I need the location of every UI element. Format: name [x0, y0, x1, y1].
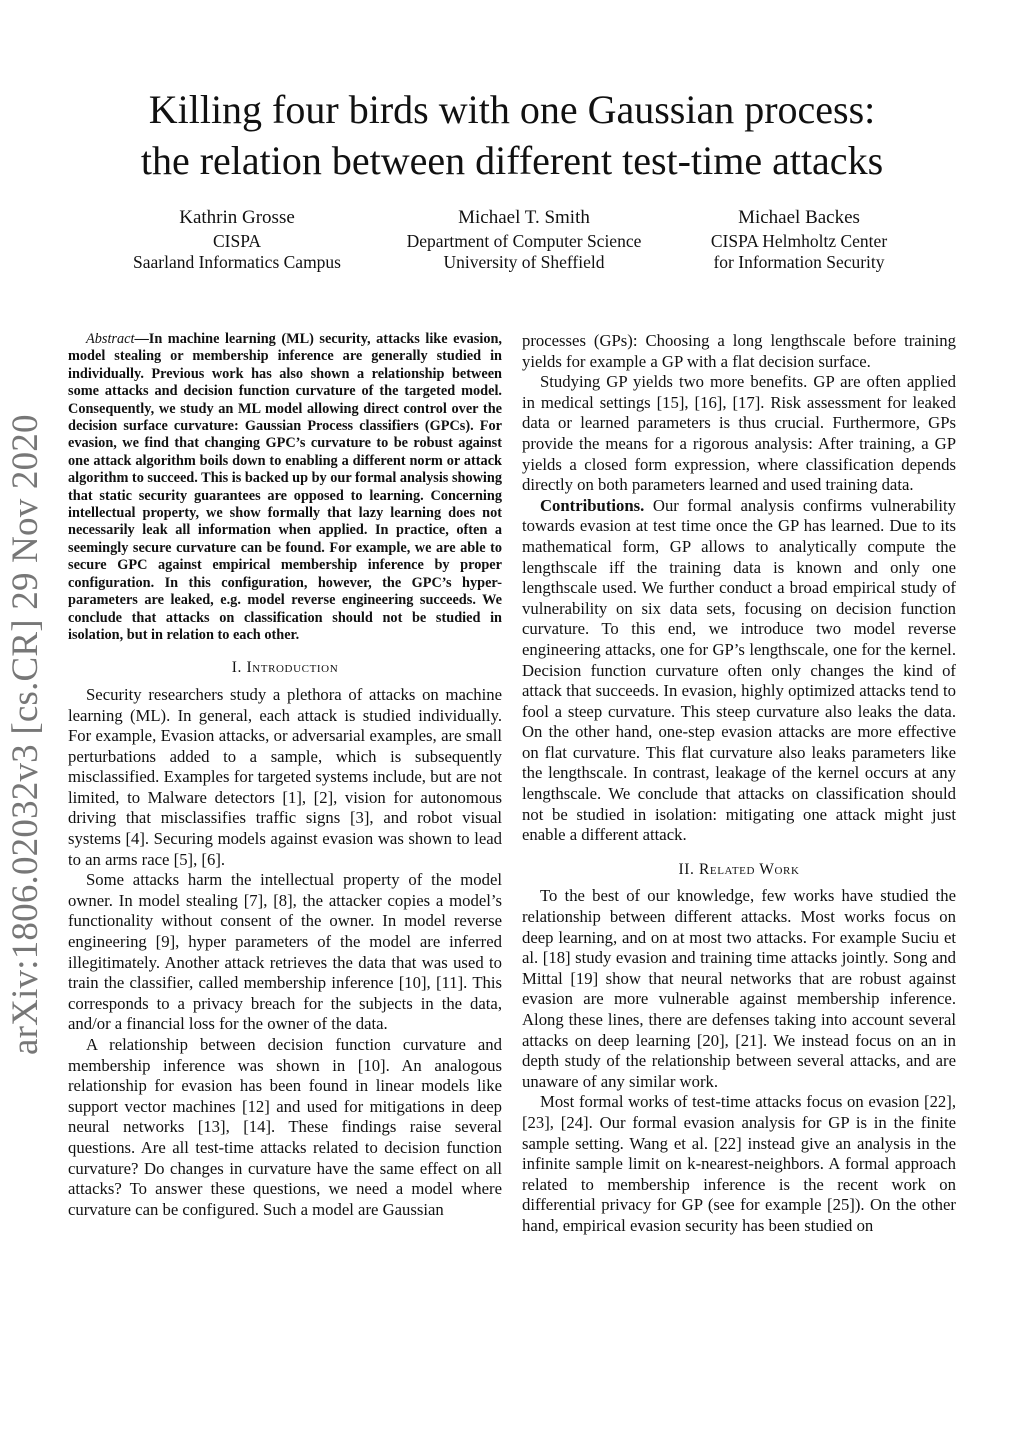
paper-title — [0, 84, 1024, 186]
paragraph: Security researchers study a plethora of attacks on machine learning (ML). In general, each attack is studied individually. For example, Evasion attacks, or adversarial examples, are small perturbations added to a sample, which is subsequently misclassified. Examples for targeted systems include, but are not limited, to Malware detectors [1], [2], vision for autonomous driving that misclassifies traffic signs [3], and robot visual systems [4]. Securing models against evasion was shown to lead to an arms race [5], [6]. — [68, 684, 502, 869]
author-1 — [112, 205, 362, 273]
contributions-paragraph — [522, 496, 956, 846]
left-column — [68, 331, 502, 1220]
author-affiliation: for Information Security — [713, 252, 885, 272]
paragraph: Some attacks harm the intellectual property of the model owner. In model stealing [7], [8], the attacker copies a model’s functionality without consent of the owner. In model reverse engineering [9], hyper parameters of the model are inferred illegitimately. Another attack retrieves the data that was used to train the classifier, called membership inference [10], [11]. This corresponds to a privacy breach for the subjects in the data, and/or a financial loss for the owner of the data. — [68, 870, 502, 1034]
abstract — [68, 331, 502, 644]
contributions-label: Contributions. — [540, 495, 645, 515]
author-affiliation: Saarland Informatics Campus — [132, 252, 341, 272]
author-affiliation: Department of Computer Science — [406, 231, 642, 251]
right-column — [522, 331, 956, 1237]
paragraph: A relationship between decision function curvature and membership inference was shown in [10]. An analogous relationship for evasion has been found in linear models like support vector machines [12] and used for mitigations in deep neural networks [13], [14]. These findings raise several questions. Are all test-time attacks related to decision function curvature? Do changes in curvature have the same effect on all attacks? To answer these questions, we need a model where curvature can be configured. Such a model are Gaussian — [68, 1035, 502, 1219]
title-line-2: the relation between different test-time attacks — [140, 138, 884, 183]
section-heading-introduction: I. Introduction — [231, 659, 339, 677]
paragraph: Most formal works of test-time attacks focus on evasion [22], [23], [24]. Our formal evasion analysis for GP is in the finite sample setting. Wang et al. [22] instead give an analysis in the infinite sample limit on k-nearest-neighbors. A formal approach related to membership inference is the recent work on differential privacy for GP (see for example [25]). On the other hand, empirical evasion security has been studied on — [522, 1092, 956, 1235]
author-block — [0, 205, 1024, 285]
author-affiliation: University of Sheffield — [443, 252, 605, 272]
author-2 — [385, 205, 663, 273]
abstract-text: —In machine learning (ML) security, attacks like evasion, model stealing or membership inference are generally studied in individually. Previous work has also shown a relationship between some attacks and decision function curvature of the targeted model. Consequently, we study an ML model allowing direct control over the decision surface curvature: Gaussian Process classifiers (GPCs). For evasion, we find that changing GPC’s curvature to be robust against one attack algorithm boils down to enabling a different norm or attack algorithm to succeed. This is backed up by our formal analysis showing that static security guarantees are opposed to learning. Concerning intellectual property, we show formally that lazy learning does not necessarily leak all information when applied. In practice, often a seemingly secure curvature can be found. For example, we are able to secure GPC against empirical membership inference by proper configuration. In this configuration, however, the GPC’s hyper-parameters are leaked, e.g. model reverse engineering succeeds. We conclude that attacks on classification should not be studied in isolation, but in relation to each other. — [68, 331, 503, 643]
arxiv-identifier: arXiv:1806.02032v3 [cs.CR] 29 Nov 2020 — [5, 414, 46, 1055]
abstract-label: Abstract — [86, 331, 135, 347]
author-name: Kathrin Grosse — [179, 207, 295, 228]
author-name: Michael Backes — [738, 207, 860, 228]
author-affiliation: CISPA — [213, 231, 261, 251]
paragraph: processes (GPs): Choosing a long lengthscale before training yields for example a GP with a flat decision surface. — [522, 331, 956, 371]
author-name: Michael T. Smith — [458, 207, 590, 228]
contributions-text: Our formal analysis confirms vulnerability towards evasion at test time once the GP has learned. Due to its mathematical form, GP allows to analytically compute the lengthscale iff the training data is known and only one lengthscale used. We further conduct a broad empirical study of vulnerability on six data sets, focusing on decision function curvature. To this end, we introduce two model reverse engineering attacks, one for GP’s lengthscale, one for the kernel. Decision function curvature often only changes the kind of attack that succeeds. In evasion, highly optimized attacks tend to fool a steep curvature. This steep curvature also leaks the data. On the other hand, one-step evasion attacks are more effective on flat curvature. This flat curvature also leaks parameters like the lengthscale. In contrast, leakage of the kernel occurs at any lengthscale. We conclude that attacks on classification should not be studied in isolation: mitigating one attack might just enable a different attack. — [522, 495, 956, 845]
author-3 — [688, 205, 910, 273]
paragraph: Studying GP yields two more benefits. GP are often applied in medical settings [15], [16], [17]. Risk assessment for leaked data or learned parameters is thus crucial. Furthermore, GPs provide the means for a rigorous analysis: After training, a GP yields a closed form expression, where classification depends directly on both parameters learned and used training data. — [522, 372, 956, 495]
paragraph: To the best of our knowledge, few works have studied the relationship between different attacks. Most works focus on deep learning, and on at most two attacks. For example Suciu et al. [18] study evasion and training time attacks jointly. Song and Mittal [19] show that neural networks that are robust against evasion are more vulnerable against membership inference. Along these lines, there are defenses taking into account several attacks on deep learning [20], [21]. We instead focus on an in depth study of the relationship between several attacks, and are unaware of any similar work. — [522, 886, 956, 1091]
author-affiliation: CISPA Helmholtz Center — [710, 231, 888, 251]
section-heading-related-work: II. Related Work — [678, 860, 800, 878]
title-line-1: Killing four birds with one Gaussian process: — [148, 87, 876, 132]
